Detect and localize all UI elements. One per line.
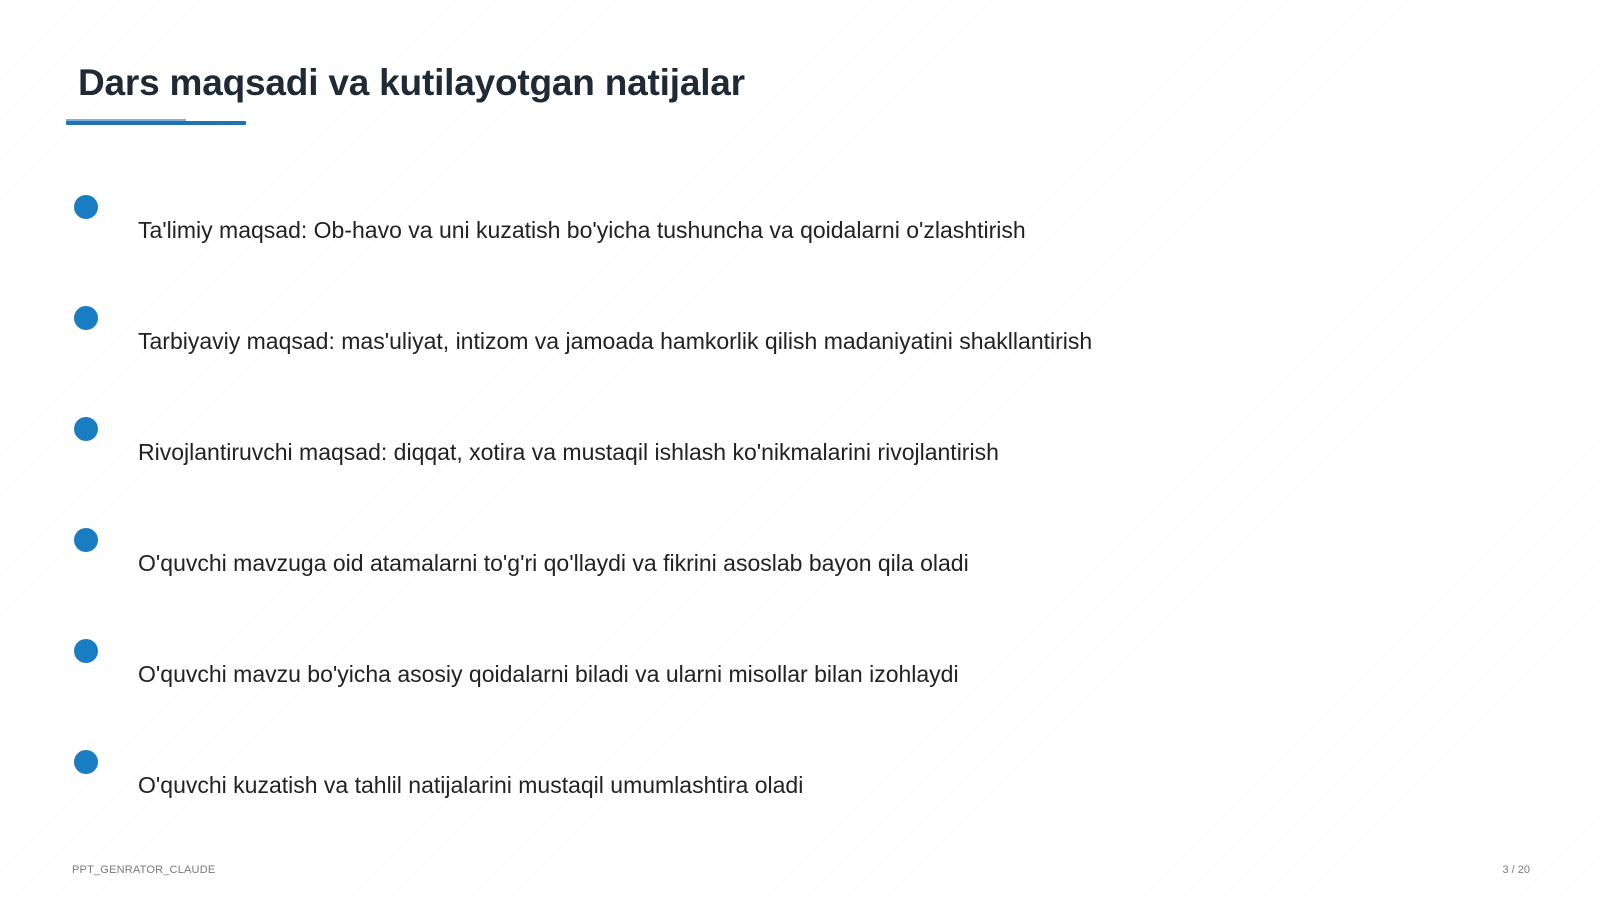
bullet-dot-icon (74, 417, 98, 441)
bullet-dot-icon (74, 639, 98, 663)
bullet-item (0, 417, 1500, 497)
bullet-dot-icon (74, 306, 98, 330)
bullet-dot-icon (74, 195, 98, 219)
page-indicator: 3 / 20 (1502, 864, 1530, 876)
bullet-text: Ta'limiy maqsad: Ob-havo va uni kuzatish bo'yicha tushuncha va qoidalarni o'zlashtirish (138, 217, 1026, 243)
bullet-item (0, 750, 1500, 830)
bullet-text: O'quvchi mavzuga oid atamalarni to'g'ri qo'llaydi va fikrini asoslab bayon qila oladi (138, 550, 969, 576)
slide-title: Dars maqsadi va kutilayotgan natijalar (78, 62, 745, 103)
bullet-item (0, 306, 1500, 386)
bullet-text: O'quvchi mavzu bo'yicha asosiy qoidalarni biladi va ularni misollar bilan izohlaydi (138, 661, 959, 687)
bullet-item (0, 195, 1500, 275)
bullet-dot-icon (74, 750, 98, 774)
title-underline (66, 121, 246, 125)
bullet-item (0, 639, 1500, 719)
bullet-text: Tarbiyaviy maqsad: mas'uliyat, intizom va jamoada hamkorlik qilish madaniyatini shakllantirish (138, 328, 1093, 354)
bullet-item (0, 528, 1500, 608)
bullet-text: O'quvchi kuzatish va tahlil natijalarini mustaqil umumlashtira oladi (138, 772, 804, 798)
footer-brand: PPT_GENRATOR_CLAUDE (72, 864, 216, 876)
bullet-dot-icon (74, 528, 98, 552)
bullet-text: Rivojlantiruvchi maqsad: diqqat, xotira va mustaqil ishlash ko'nikmalarini rivojlantirish (138, 439, 999, 465)
